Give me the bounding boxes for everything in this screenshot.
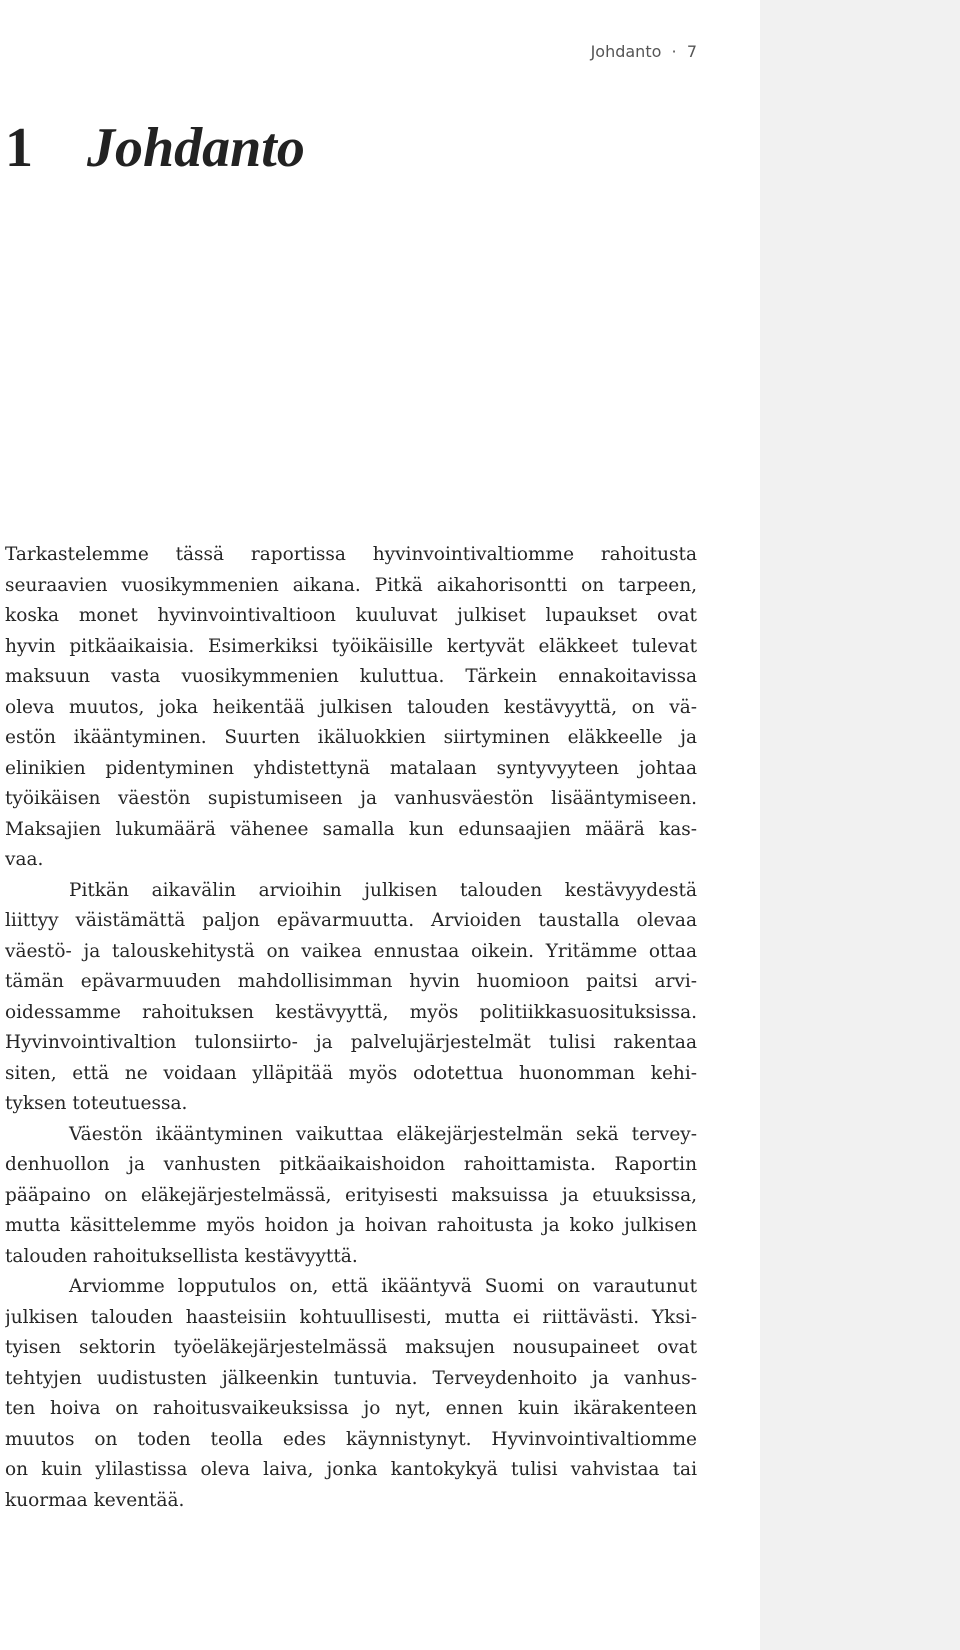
paragraph <box>5 540 697 876</box>
text-line: vaa. <box>5 849 44 870</box>
running-header <box>0 42 697 61</box>
paragraph <box>5 1272 697 1516</box>
paragraph <box>5 876 697 1120</box>
text-line: Arviomme lopputulos on, että ikääntyvä Suomi on varautunut <box>69 1276 697 1297</box>
text-line: maksuun vasta vuosikymmenien kuluttua. Tärkein ennakoitavissa <box>5 666 697 687</box>
text-line: ten hoiva on rahoitusvaikeuksissa jo nyt, ennen kuin ikärakenteen <box>5 1398 697 1419</box>
chapter-title <box>5 116 305 180</box>
text-line: tämän epävarmuuden mahdollisimman hyvin huomioon paitsi arvi- <box>5 971 697 992</box>
text-line: Hyvinvointivaltion tulonsiirto- ja palvelujärjestelmät tulisi rakentaa <box>5 1032 697 1053</box>
text-line: työikäisen väestön supistumiseen ja vanhusväestön lisääntymiseen. <box>5 788 697 809</box>
text-line: muutos on toden teolla edes käynnistynyt. Hyvinvointivaltiomme <box>5 1428 697 1450</box>
text-line: julkisen talouden haasteisiin kohtuullisesti, mutta ei riittävästi. Yksi- <box>5 1306 697 1328</box>
body-text <box>5 540 697 1516</box>
text-line: on kuin ylilastissa oleva laiva, jonka kantokykyä tulisi vahvistaa tai <box>5 1459 697 1480</box>
text-line: koska monet hyvinvointivaltioon kuuluvat julkiset lupaukset ovat <box>5 605 697 626</box>
chapter-number: 1 <box>5 117 33 179</box>
chapter-title-text: Johdanto <box>87 117 305 179</box>
text-line: Väestön ikääntyminen vaikuttaa eläkejärjestelmän sekä tervey- <box>69 1123 697 1145</box>
text-line: oidessamme rahoituksen kestävyyttä, myös politiikkasuosituksissa. <box>5 1001 697 1023</box>
text-line: talouden rahoituksellista kestävyyttä. <box>5 1245 358 1267</box>
text-line: väestö- ja talouskehitystä on vaikea ennustaa oikein. Yritämme ottaa <box>5 940 697 962</box>
text-line: kuormaa keventää. <box>5 1489 185 1511</box>
text-line: pääpaino on eläkejärjestelmässä, erityisesti maksuissa ja etuuksissa, <box>5 1184 697 1206</box>
text-line: siten, että ne voidaan ylläpitää myös odotettua huonomman kehi- <box>5 1062 697 1084</box>
text-line: Tarkastelemme tässä raportissa hyvinvointivaltiomme rahoitusta <box>5 544 697 565</box>
header-separator: · <box>671 42 677 61</box>
text-line: tyksen toteutuessa. <box>5 1093 188 1114</box>
text-line: mutta käsittelemme myös hoidon ja hoivan rahoitusta ja koko julkisen <box>5 1215 697 1236</box>
page-number: 7 <box>686 42 697 61</box>
text-line: hyvin pitkäaikaisia. Esimerkiksi työikäisille kertyvät eläkkeet tulevat <box>5 635 697 657</box>
paragraph <box>5 1120 697 1273</box>
header-section-name: Johdanto <box>590 42 662 61</box>
text-line: tehtyjen uudistusten jälkeenkin tuntuvia. Terveydenhoito ja vanhus- <box>5 1367 697 1389</box>
side-margin-panel <box>760 0 960 1650</box>
text-line: estön ikääntyminen. Suurten ikäluokkien siirtyminen eläkkeelle ja <box>5 727 697 748</box>
text-line: denhuollon ja vanhusten pitkäaikaishoidon rahoittamista. Raportin <box>5 1154 697 1175</box>
text-line: elinikien pidentyminen yhdistettynä matalaan syntyvyyteen johtaa <box>5 757 697 779</box>
text-line: seuraavien vuosikymmenien aikana. Pitkä aikahorisontti on tarpeen, <box>5 574 697 596</box>
text-line: liittyy väistämättä paljon epävarmuutta. Arvioiden taustalla olevaa <box>5 910 697 931</box>
text-line: tyisen sektorin työeläkejärjestelmässä maksujen nousupaineet ovat <box>5 1337 697 1358</box>
text-line: Maksajien lukumäärä vähenee samalla kun edunsaajien määrä kas- <box>5 818 697 840</box>
text-line: oleva muutos, joka heikentää julkisen talouden kestävyyttä, on vä- <box>5 696 697 718</box>
text-line: Pitkän aikavälin arvioihin julkisen talouden kestävyydestä <box>69 879 697 901</box>
